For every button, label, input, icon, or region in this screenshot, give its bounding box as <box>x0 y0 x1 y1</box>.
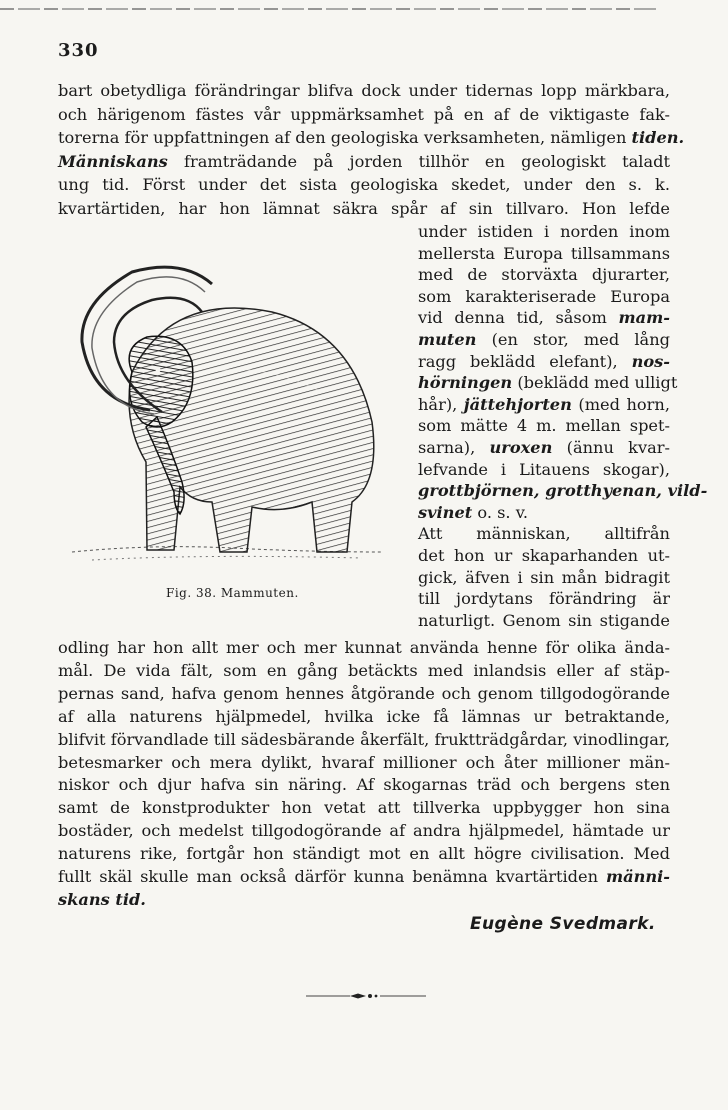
text-line <box>58 174 670 196</box>
text-run: o. s. v. <box>472 502 529 522</box>
text-line <box>418 437 670 459</box>
text-line <box>58 660 670 682</box>
italic-run: Människans <box>58 151 168 171</box>
text-line <box>58 151 670 173</box>
text-line <box>58 889 670 911</box>
text-run: betesmarker och mera dylikt, hvaraf millioner och åter millioner män- <box>58 752 670 772</box>
mammoth-illustration <box>62 252 392 592</box>
text-run: vid denna tid, såsom <box>418 308 619 328</box>
italic-run: nos- <box>631 351 670 371</box>
text-line <box>418 394 670 416</box>
text-run: torerna för uppfattningen af den geologiska verksamheten, nämligen <box>58 128 632 147</box>
italic-run: hörningen <box>418 373 513 393</box>
text-run: af alla naturens hjälpmedel, hvilka icke få lämnas ur betraktande, <box>58 706 670 726</box>
text-line <box>58 637 670 659</box>
text-line <box>418 329 670 351</box>
author-signature: Eugène Svedmark. <box>470 914 656 934</box>
italic-run: skans tid. <box>58 889 146 909</box>
text-run: naturligt. Genom sin stigande <box>418 610 670 630</box>
text-line <box>418 545 670 567</box>
text-run: med de storväxta djurarter, <box>418 265 670 285</box>
italic-run: grottbjörnen, grotthyenan, vild- <box>418 481 708 501</box>
text-run: odling har hon allt mer och mer kunnat använda henne för olika ända- <box>58 638 670 657</box>
text-line <box>58 80 670 102</box>
text-run: till jordytans förändring är <box>418 589 670 609</box>
text-line <box>418 286 670 308</box>
text-line <box>418 610 670 632</box>
text-run: fullt skäl skulle man också därför kunna benämna kvartärtiden <box>58 867 606 886</box>
text-line <box>58 706 670 728</box>
text-run: kvartärtiden, har hon lämnat säkra spår af sin tillvaro. Hon lefde <box>58 198 670 218</box>
text-run: mål. De vida fält, som en gång betäckts med inlandsis eller af stäp- <box>58 660 670 680</box>
italic-run: uroxen <box>489 438 553 457</box>
text-line <box>418 372 678 394</box>
text-run: samt de konstprodukter hon vetat att tillverka uppbygger hon sina <box>58 798 670 818</box>
text-run: gick, äfven i sin mån bidragit <box>418 567 670 587</box>
text-line <box>58 104 670 126</box>
text-run: blifvit förvandlade till sädesbärande åkerfält, fruktträdgårdar, vinodlingar, <box>58 729 670 749</box>
text-line <box>418 459 670 481</box>
text-run: sarna), <box>418 438 490 457</box>
text-run: (beklädd med ulligt <box>512 373 678 393</box>
text-run: som mätte 4 m. mellan spet- <box>418 416 670 436</box>
italic-run: muten <box>418 330 477 349</box>
text-line <box>58 729 670 751</box>
text-line <box>418 502 670 524</box>
italic-run: svinet <box>418 502 473 522</box>
text-run: ragg beklädd elefant), <box>418 351 632 371</box>
text-run: som karakteriserade Europa <box>418 286 670 306</box>
text-run: mellersta Europa tillsammans <box>418 243 670 263</box>
text-run: naturens rike, fortgår hon ständigt mot en allt högre civilisation. Med <box>58 844 670 864</box>
italic-run: tiden. <box>631 128 685 147</box>
text-run: det hon ur skaparhanden ut- <box>418 546 670 565</box>
italic-run: männi- <box>605 867 670 886</box>
text-line <box>418 480 708 502</box>
text-line <box>418 523 670 545</box>
text-run: (ännu kvar- <box>552 438 670 457</box>
text-run: niskor och djur hafva sin näring. Af skogarnas träd och bergens sten <box>58 775 670 795</box>
end-ornament <box>306 992 426 1000</box>
text-run: (med horn, <box>571 394 670 414</box>
text-line <box>418 264 670 286</box>
text-line <box>58 843 670 865</box>
text-line <box>418 567 670 589</box>
text-run: pernas sand, hafva genom hennes åtgörande och genom tillgodogörande <box>58 683 670 703</box>
text-run: hår), <box>418 394 464 414</box>
text-line <box>418 243 670 265</box>
text-run: bostäder, och medelst tillgodogörande af andra hjälpmedel, hämtade ur <box>58 821 670 841</box>
text-line <box>58 866 670 888</box>
italic-run: mam- <box>618 308 670 328</box>
top-border-rule <box>0 8 660 10</box>
italic-run: jättehjorten <box>463 394 572 414</box>
page-number: 330 <box>58 40 99 61</box>
text-run: bart obetydliga förändringar blifva dock under tidernas lopp märkbara, <box>58 81 670 100</box>
text-run: framträdande på jorden tillhör en geologiskt taladt <box>167 151 670 171</box>
text-line <box>418 588 670 610</box>
text-line <box>58 797 670 819</box>
text-line <box>418 221 670 243</box>
text-line <box>58 683 670 705</box>
text-run: lefvande i Litauens skogar), <box>418 459 670 479</box>
text-run: Att människan, alltifrån <box>418 524 670 544</box>
text-line <box>418 307 670 329</box>
text-run: ung tid. Först under det sista geologiska skedet, under den s. k. <box>58 175 670 194</box>
text-line <box>58 752 670 774</box>
text-run: och härigenom fästes vår uppmärksamhet på en af de viktigaste fak- <box>58 104 670 124</box>
figure-caption: Fig. 38. Mammuten. <box>166 586 299 600</box>
text-line <box>418 351 670 373</box>
text-run: under istiden i norden inom <box>418 222 670 241</box>
text-line <box>58 127 685 149</box>
text-line <box>58 198 670 220</box>
text-line <box>58 774 670 796</box>
text-line <box>58 820 670 842</box>
text-line <box>418 415 670 437</box>
text-run: (en stor, med lång <box>476 330 670 349</box>
